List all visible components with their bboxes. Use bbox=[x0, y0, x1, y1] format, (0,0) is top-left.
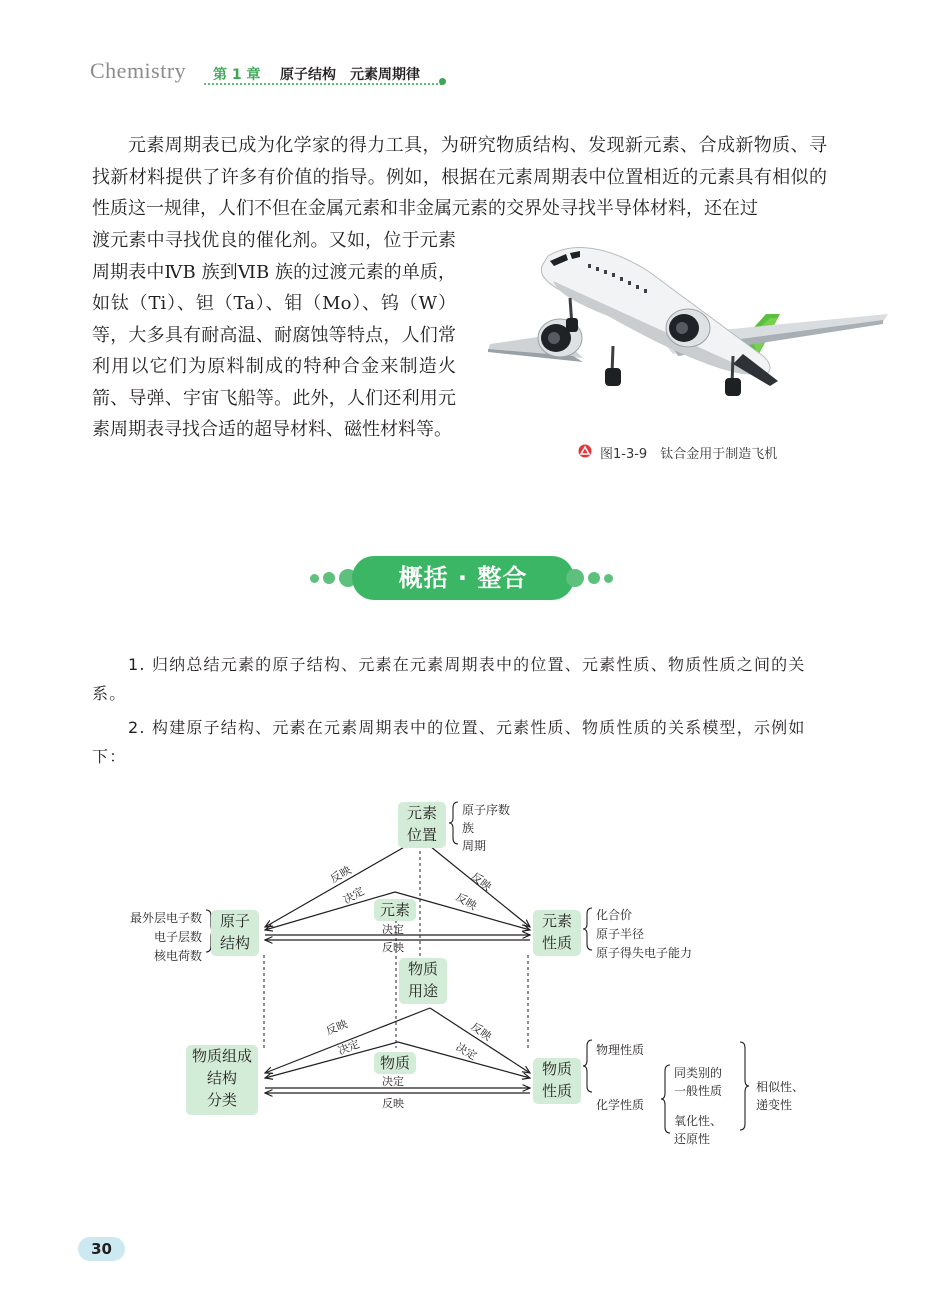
section-title: 概括 · 整合 bbox=[352, 556, 574, 600]
box-element: 元素 bbox=[374, 899, 416, 921]
figure-marker-icon bbox=[578, 444, 592, 458]
header-rule bbox=[204, 83, 442, 85]
body-paragraph: 元素周期表已成为化学家的得力工具，为研究物质结构、发现新元素、合成新物质、寻找新材料提供了许多有价值的指导。例如，根据在元素周期表中位置相近的元素具有相似的性质这一规律，人们不但在金属元素和非金属元素的交界处寻找半导体材料，还在过 bbox=[92, 135, 827, 219]
arrow-label-reflect: 反映 bbox=[324, 1017, 350, 1038]
arrow-label-reflect: 反映 bbox=[468, 869, 494, 894]
header-dot bbox=[439, 78, 446, 85]
arrow-label-determine: 决定 bbox=[336, 1037, 362, 1058]
banner-dot bbox=[566, 569, 584, 587]
general-properties: 同类别的 一般性质 bbox=[674, 1066, 723, 1098]
banner-dot bbox=[323, 572, 335, 584]
structure-item: 最外层电子数 bbox=[129, 911, 202, 925]
chemical-properties: 化学性质 bbox=[596, 1098, 645, 1112]
redox-properties: 氧化性、 还原性 bbox=[674, 1114, 723, 1146]
arrow-label-determine: 决定 bbox=[382, 1075, 404, 1088]
question-2: 2. 构建原子结构、元素在元素周期表中的位置、元素性质、物质性质的关系模型，示例如下： bbox=[92, 718, 806, 766]
box-element-position: 元素 位置 bbox=[398, 802, 446, 848]
box-atomic-structure: 原子 结构 bbox=[211, 910, 259, 956]
banner-dot bbox=[310, 574, 319, 583]
banner-dot bbox=[604, 574, 613, 583]
element-props-item: 化合价 bbox=[596, 908, 633, 922]
arrow-label-determine: 决定 bbox=[340, 884, 367, 907]
physical-properties: 物理性质 bbox=[596, 1043, 645, 1057]
element-props-item: 原子半径 bbox=[596, 927, 645, 941]
figure-caption: 图1-3-9 钛合金用于制造飞机 bbox=[600, 447, 778, 462]
structure-item: 核电荷数 bbox=[153, 949, 202, 963]
header-brand: Chemistry bbox=[90, 58, 187, 83]
body-paragraph-continued: 渡元素中寻找优良的催化剂。又如，位于元素周期表中ⅣB 族到ⅥB 族的过渡元素的单质，如钛（Ti）、钽（Ta）、钼（Mo）、钨（W）等，大多具有耐高温、耐腐蚀等特点，人们常利用以它们为原料制成的特种合金来制造火箭、导弹、宇宙飞船等。此外，人们还利用元素周期表寻找合适的超导材料、磁性材料等。 bbox=[92, 230, 456, 440]
box-composition-structure: 物质组成 结构 分类 bbox=[186, 1045, 258, 1115]
page-number: 30 bbox=[78, 1237, 125, 1261]
arrow-label-reflect: 反映 bbox=[382, 1097, 404, 1110]
arrow-label-determine: 决定 bbox=[382, 923, 404, 936]
airplane-image bbox=[488, 236, 888, 436]
box-substance-properties: 物质 性质 bbox=[533, 1058, 581, 1104]
question-1: 1. 归纳总结元素的原子结构、元素在元素周期表中的位置、元素性质、物质性质之间的关系。 bbox=[92, 655, 806, 703]
arrow-label-reflect: 反映 bbox=[327, 863, 354, 886]
arrow-label-reflect: 反映 bbox=[453, 890, 480, 913]
header-chapter: 第 1 章 bbox=[213, 67, 261, 83]
arrow-label-reflect: 反映 bbox=[382, 941, 404, 954]
header-title: 原子结构 元素周期律 bbox=[280, 67, 420, 83]
element-props-item: 原子得失电子能力 bbox=[596, 946, 693, 960]
arrow-label-reflect: 反映 bbox=[468, 1019, 495, 1044]
box-substance-uses: 物质 用途 bbox=[399, 958, 447, 1004]
structure-item: 电子层数 bbox=[153, 930, 202, 944]
banner-dot bbox=[588, 572, 600, 584]
position-item: 族 bbox=[462, 821, 475, 835]
arrow-label-determine: 决定 bbox=[453, 1040, 480, 1063]
box-element-properties: 元素 性质 bbox=[533, 910, 581, 956]
box-substance: 物质 bbox=[374, 1052, 416, 1074]
position-item: 周期 bbox=[462, 839, 487, 853]
similarity-gradient: 相似性、 递变性 bbox=[756, 1080, 805, 1112]
relationship-diagram bbox=[0, 790, 925, 1160]
position-item: 原子序数 bbox=[462, 803, 511, 817]
